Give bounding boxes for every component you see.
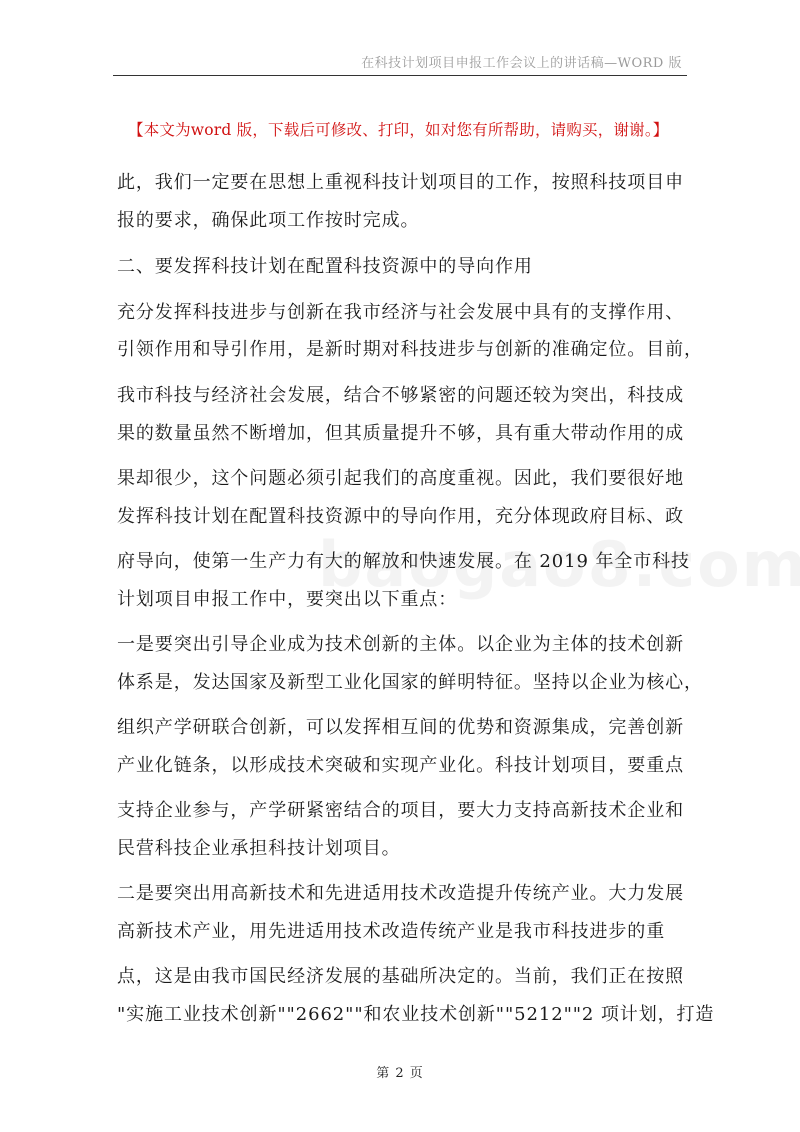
text-line: 组织产学研联合创新，可以发挥相互间的优势和资源集成，完善创新	[117, 717, 684, 738]
section-heading: 二、要发挥科技计划在配置科技资源中的导向作用	[117, 256, 533, 277]
text-line: 此，我们一定要在思想上重视科技计划项目的工作，按照科技项目申	[117, 172, 684, 193]
text-line: 果的数量虽然不断增加，但其质量提升不够，具有重大带动作用的成	[117, 423, 684, 444]
text-line: 体系是，发达国家及新型工业化国家的鲜明特征。坚持以企业为核心，	[117, 672, 703, 693]
text-line: "实施工业技术创新""2662""和农业技术创新""5212""2 项计划，打造	[117, 1004, 715, 1025]
purchase-notice: 【本文为word 版，下载后可修改、打印，如对您有所帮助，请购买，谢谢。】	[128, 121, 669, 139]
text-line: 民营科技企业承担科技计划项目。	[117, 838, 401, 859]
text-line: 引领作用和导引作用，是新时期对科技进步与创新的准确定位。目前，	[117, 339, 703, 360]
text-line: 报的要求，确保此项工作按时完成。	[117, 210, 420, 231]
text-line: 果却很少，这个问题必须引起我们的高度重视。因此，我们要很好地	[117, 468, 684, 489]
text-line: 计划项目申报工作中，要突出以下重点：	[117, 589, 458, 610]
text-line: 支持企业参与，产学研紧密结合的项目，要大力支持高新技术企业和	[117, 800, 684, 821]
text-line: 产业化链条，以形成技术突破和实现产业化。科技计划项目，要重点	[117, 755, 684, 776]
header-divider	[113, 75, 687, 76]
text-line: 高新技术产业，用先进适用技术改造传统产业是我市科技进步的重	[117, 921, 666, 942]
text-line: 我市科技与经济社会发展，结合不够紧密的问题还较为突出，科技成	[117, 385, 684, 406]
text-line: 一是要突出引导企业成为技术创新的主体。以企业为主体的技术创新	[117, 634, 684, 655]
page-number: 第 2 页	[376, 1066, 424, 1081]
text-line: 发挥科技计划在配置科技资源中的导向作用，充分体现政府目标、政	[117, 506, 684, 527]
text-line: 二是要突出用高新技术和先进适用技术改造提升传统产业。大力发展	[117, 883, 684, 904]
text-line: 充分发挥科技进步与创新在我市经济与社会发展中具有的支撑作用、	[117, 302, 684, 323]
text-line: 府导向，使第一生产力有大的解放和快速发展。在 2019 年全市科技	[117, 551, 690, 572]
text-line: 点，这是由我市国民经济发展的基础所决定的。当前，我们正在按照	[117, 966, 684, 987]
running-header: 在科技计划项目申报工作会议上的讲话稿—WORD 版	[361, 56, 682, 71]
